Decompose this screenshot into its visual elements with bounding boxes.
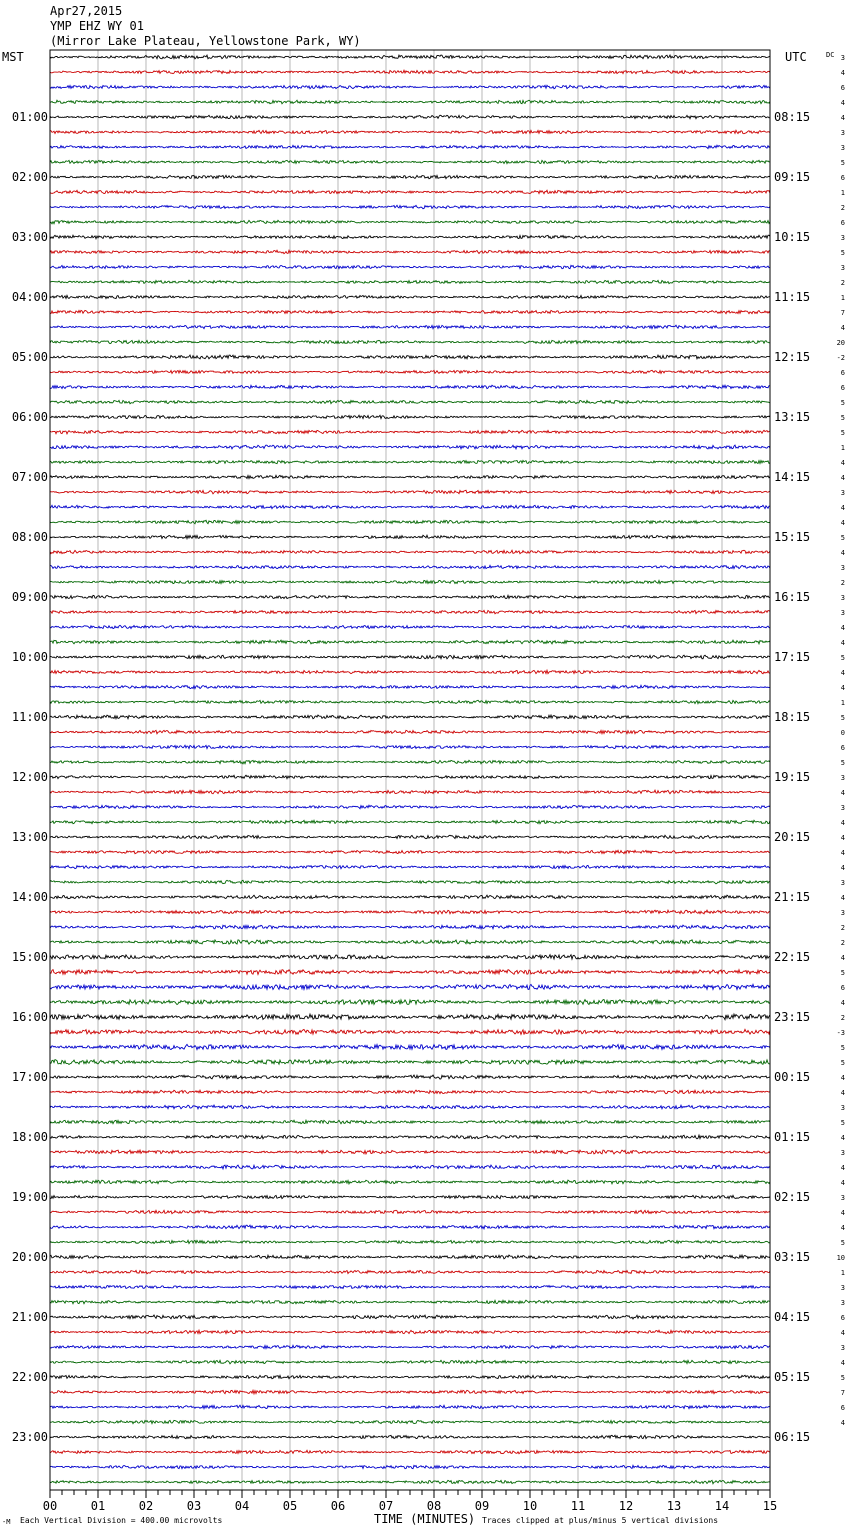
- dc-value: 4: [840, 549, 845, 557]
- trace-54: [50, 850, 770, 853]
- left-hour-label: 10:00: [11, 650, 48, 664]
- trace-1: [50, 55, 770, 59]
- x-axis-title: TIME (MINUTES): [374, 1512, 476, 1526]
- left-hour-label: 17:00: [11, 1070, 48, 1084]
- trace-43: [50, 685, 770, 688]
- dc-value: 3: [840, 609, 845, 617]
- dc-value: 6: [840, 984, 845, 992]
- left-hour-label: 03:00: [11, 230, 48, 244]
- left-hour-label: 23:00: [11, 1430, 48, 1444]
- dc-value: 3: [840, 1104, 845, 1112]
- trace-13: [50, 235, 770, 238]
- trace-18: [50, 310, 770, 313]
- trace-69: [50, 1075, 770, 1079]
- dc-value: 4: [840, 114, 845, 122]
- dc-value: 4: [840, 789, 845, 797]
- dc-value: 6: [840, 174, 845, 182]
- dc-value: 1: [840, 294, 845, 302]
- dc-value: 5: [840, 1119, 845, 1127]
- left-hour-labels: [12, 110, 48, 1444]
- scale-note: Each Vertical Division = 400.00 microvolts: [20, 1516, 223, 1525]
- dc-value: 6: [840, 219, 845, 227]
- trace-44: [50, 700, 770, 703]
- dc-value: 5: [840, 1044, 845, 1052]
- dc-value: 4: [840, 639, 845, 647]
- trace-38: [50, 610, 770, 613]
- dc-value: 3: [840, 879, 845, 887]
- trace-76: [50, 1180, 770, 1184]
- right-hour-label: 08:15: [774, 110, 811, 124]
- trace-52: [50, 820, 770, 823]
- x-tick-label: 03: [186, 1499, 202, 1513]
- dc-value: 4: [840, 324, 845, 332]
- dc-value: 3: [840, 264, 845, 272]
- trace-83: [50, 1285, 770, 1288]
- dc-value: 20: [836, 339, 845, 347]
- trace-73: [50, 1135, 770, 1139]
- right-timezone-label: UTC: [785, 50, 807, 64]
- trace-11: [50, 205, 770, 208]
- x-tick-label: 00: [42, 1499, 58, 1513]
- dc-value: 4: [840, 864, 845, 872]
- trace-17: [50, 295, 770, 298]
- dc-value: 2: [840, 1014, 845, 1022]
- trace-40: [50, 640, 770, 644]
- right-hour-label: 14:15: [774, 470, 811, 484]
- dc-value: 2: [840, 204, 845, 212]
- trace-49: [50, 775, 770, 778]
- dc-value: 4: [840, 459, 845, 467]
- trace-45: [50, 715, 770, 719]
- x-tick-label: 10: [522, 1499, 538, 1513]
- x-tick-label: 07: [378, 1499, 394, 1513]
- dc-value: -2: [836, 354, 845, 362]
- right-hour-label: 22:15: [774, 950, 811, 964]
- dc-value: 3: [840, 1149, 845, 1157]
- x-tick-label: 01: [90, 1499, 106, 1513]
- right-hour-label: 04:15: [774, 1310, 811, 1324]
- left-hour-label: 13:00: [11, 830, 48, 844]
- x-tick-label: 09: [474, 1499, 490, 1513]
- trace-4: [50, 100, 770, 104]
- dc-value: 3: [840, 1344, 845, 1352]
- trace-20: [50, 340, 770, 343]
- right-hour-label: 03:15: [774, 1250, 811, 1264]
- left-hour-label: 21:00: [11, 1310, 48, 1324]
- trace-86: [50, 1330, 770, 1333]
- trace-2: [50, 70, 770, 73]
- left-hour-label: 05:00: [11, 350, 48, 364]
- x-tick-label: 12: [618, 1499, 634, 1513]
- trace-96: [50, 1480, 770, 1483]
- dc-value: 5: [840, 759, 845, 767]
- dc-value: 4: [840, 669, 845, 677]
- dc-value: 7: [840, 1389, 845, 1397]
- station-label: YMP EHZ WY 01: [50, 19, 144, 33]
- dc-value: 4: [840, 624, 845, 632]
- right-hour-label: 05:15: [774, 1370, 811, 1384]
- trace-39: [50, 625, 770, 628]
- left-hour-label: 22:00: [11, 1370, 48, 1384]
- trace-84: [50, 1300, 770, 1303]
- trace-74: [50, 1150, 770, 1154]
- trace-36: [50, 580, 770, 583]
- trace-31: [50, 505, 770, 508]
- dc-value: 1: [840, 699, 845, 707]
- dc-value: 4: [840, 1164, 845, 1172]
- trace-93: [50, 1435, 770, 1438]
- x-tick-label: 06: [330, 1499, 346, 1513]
- dc-value: 5: [840, 399, 845, 407]
- dc-value: 4: [840, 1419, 845, 1427]
- trace-29: [50, 475, 770, 478]
- trace-55: [50, 865, 770, 868]
- trace-7: [50, 145, 770, 148]
- trace-70: [50, 1090, 770, 1094]
- right-hour-label: 10:15: [774, 230, 811, 244]
- trace-22: [50, 370, 770, 373]
- right-hour-label: 16:15: [774, 590, 811, 604]
- trace-89: [50, 1375, 770, 1378]
- dc-value: 3: [840, 564, 845, 572]
- left-hour-label: 09:00: [11, 590, 48, 604]
- left-hour-label: 07:00: [11, 470, 48, 484]
- trace-61: [50, 955, 770, 959]
- dc-value: 4: [840, 1329, 845, 1337]
- trace-21: [50, 355, 770, 359]
- trace-53: [50, 835, 770, 838]
- dc-value: 4: [840, 1179, 845, 1187]
- trace-95: [50, 1465, 770, 1468]
- dc-value: 5: [840, 414, 845, 422]
- trace-32: [50, 520, 770, 523]
- dc-value: 5: [840, 159, 845, 167]
- dc-value: 3: [840, 804, 845, 812]
- dc-value: 5: [840, 1239, 845, 1247]
- location-label: (Mirror Lake Plateau, Yellowstone Park, WY): [50, 34, 361, 48]
- left-hour-label: 19:00: [11, 1190, 48, 1204]
- dc-value: 4: [840, 99, 845, 107]
- dc-value: 4: [840, 999, 845, 1007]
- dc-value: 5: [840, 1059, 845, 1067]
- trace-67: [50, 1044, 770, 1049]
- left-hour-label: 06:00: [11, 410, 48, 424]
- x-tick-label: 11: [570, 1499, 586, 1513]
- clip-note: Traces clipped at plus/minus 5 vertical divisions: [482, 1516, 719, 1525]
- right-hour-label: 23:15: [774, 1010, 811, 1024]
- right-hour-label: 09:15: [774, 170, 811, 184]
- trace-group: [50, 55, 770, 1484]
- trace-87: [50, 1345, 770, 1348]
- dc-value: 3: [840, 234, 845, 242]
- trace-28: [50, 460, 770, 463]
- dc-value: 4: [840, 519, 845, 527]
- right-hour-labels: [774, 110, 810, 1444]
- plot-frame: [50, 50, 770, 1490]
- trace-8: [50, 160, 770, 163]
- dc-value: 3: [840, 129, 845, 137]
- x-tick-label: 04: [234, 1499, 250, 1513]
- dc-value: 4: [840, 1209, 845, 1217]
- trace-30: [50, 490, 770, 494]
- left-hour-label: 15:00: [11, 950, 48, 964]
- trace-6: [50, 130, 770, 133]
- trace-60: [50, 940, 770, 944]
- dc-value: 2: [840, 939, 845, 947]
- trace-10: [50, 190, 770, 193]
- left-timezone-label: MST: [2, 50, 24, 64]
- right-hour-label: 06:15: [774, 1430, 811, 1444]
- dc-value: 10: [836, 1254, 845, 1262]
- plot-grid: [98, 50, 722, 1490]
- x-tick-label: 14: [714, 1499, 730, 1513]
- x-tick-label: 05: [282, 1499, 298, 1513]
- trace-58: [50, 910, 770, 914]
- trace-78: [50, 1210, 770, 1213]
- left-hour-label: 11:00: [11, 710, 48, 724]
- footer-mark: -M: [2, 1518, 11, 1526]
- left-hour-label: 08:00: [11, 530, 48, 544]
- trace-14: [50, 250, 770, 253]
- dc-value: 5: [840, 534, 845, 542]
- dc-value: 4: [840, 1089, 845, 1097]
- trace-48: [50, 760, 770, 763]
- dc-value: 4: [840, 69, 845, 77]
- dc-header-label: DC: [826, 51, 835, 59]
- dc-value: 4: [840, 1134, 845, 1142]
- trace-33: [50, 535, 770, 538]
- trace-15: [50, 265, 770, 268]
- right-hour-label: 12:15: [774, 350, 811, 364]
- left-hour-label: 18:00: [11, 1130, 48, 1144]
- dc-value: 3: [840, 774, 845, 782]
- trace-80: [50, 1240, 770, 1243]
- x-tick-label: 15: [762, 1499, 778, 1513]
- right-hour-label: 02:15: [774, 1190, 811, 1204]
- dc-value: 6: [840, 369, 845, 377]
- trace-24: [50, 400, 770, 403]
- dc-value: 5: [840, 714, 845, 722]
- trace-16: [50, 280, 770, 283]
- dc-value: 6: [840, 84, 845, 92]
- trace-62: [50, 970, 770, 975]
- dc-value: 4: [840, 504, 845, 512]
- dc-value: 1: [840, 444, 845, 452]
- dc-value: 5: [840, 1374, 845, 1382]
- trace-25: [50, 415, 770, 418]
- dc-value: 3: [840, 144, 845, 152]
- trace-66: [50, 1029, 770, 1034]
- trace-51: [50, 805, 770, 808]
- dc-value: 4: [840, 1074, 845, 1082]
- trace-5: [50, 115, 770, 118]
- left-hour-label: 02:00: [11, 170, 48, 184]
- trace-9: [50, 175, 770, 178]
- trace-63: [50, 984, 770, 989]
- right-hour-label: 20:15: [774, 830, 811, 844]
- dc-value: 3: [840, 54, 845, 62]
- trace-72: [50, 1120, 770, 1123]
- trace-26: [50, 430, 770, 434]
- dc-value: 6: [840, 1404, 845, 1412]
- trace-79: [50, 1225, 770, 1229]
- trace-91: [50, 1405, 770, 1408]
- dc-value: 6: [840, 744, 845, 752]
- right-hour-label: 15:15: [774, 530, 811, 544]
- trace-77: [50, 1195, 770, 1198]
- dc-value: 2: [840, 279, 845, 287]
- dc-value-labels: [837, 54, 845, 1427]
- left-hour-label: 01:00: [11, 110, 48, 124]
- left-hour-label: 14:00: [11, 890, 48, 904]
- dc-value: -3: [836, 1029, 845, 1037]
- left-hour-label: 16:00: [11, 1010, 48, 1024]
- trace-50: [50, 790, 770, 794]
- dc-value: 4: [840, 1224, 845, 1232]
- trace-88: [50, 1360, 770, 1364]
- dc-value: 1: [840, 1269, 845, 1277]
- dc-value: 3: [840, 594, 845, 602]
- trace-65: [50, 1014, 770, 1020]
- trace-94: [50, 1450, 770, 1453]
- trace-37: [50, 595, 770, 598]
- right-hour-label: 17:15: [774, 650, 811, 664]
- trace-75: [50, 1165, 770, 1169]
- trace-82: [50, 1270, 770, 1273]
- dc-value: 6: [840, 384, 845, 392]
- dc-value: 4: [840, 954, 845, 962]
- left-hour-label: 12:00: [11, 770, 48, 784]
- trace-81: [50, 1255, 770, 1259]
- trace-41: [50, 655, 770, 659]
- dc-value: 4: [840, 474, 845, 482]
- right-hour-label: 01:15: [774, 1130, 811, 1144]
- x-tick-label: 13: [666, 1499, 682, 1513]
- trace-47: [50, 745, 770, 748]
- trace-23: [50, 385, 770, 388]
- left-hour-label: 20:00: [11, 1250, 48, 1264]
- dc-value: 6: [840, 1314, 845, 1322]
- dc-value: 1: [840, 189, 845, 197]
- right-hour-label: 00:15: [774, 1070, 811, 1084]
- trace-35: [50, 565, 770, 568]
- trace-42: [50, 670, 770, 674]
- dc-value: 2: [840, 579, 845, 587]
- trace-19: [50, 325, 770, 329]
- dc-value: 4: [840, 849, 845, 857]
- right-hour-label: 21:15: [774, 890, 811, 904]
- trace-56: [50, 880, 770, 883]
- trace-68: [50, 1060, 770, 1065]
- dc-value: 4: [840, 834, 845, 842]
- right-hour-label: 19:15: [774, 770, 811, 784]
- trace-3: [50, 85, 770, 88]
- dc-value: 0: [840, 729, 845, 737]
- date-label: Apr27,2015: [50, 4, 123, 18]
- x-tick-label: 02: [138, 1499, 154, 1513]
- dc-value: 3: [840, 1284, 845, 1292]
- trace-57: [50, 895, 770, 899]
- right-hour-label: 11:15: [774, 290, 811, 304]
- dc-value: 3: [840, 1194, 845, 1202]
- dc-value: 5: [840, 249, 845, 257]
- trace-34: [50, 550, 770, 553]
- trace-46: [50, 730, 770, 733]
- dc-value: 4: [840, 684, 845, 692]
- trace-92: [50, 1420, 770, 1423]
- dc-value: 4: [840, 1359, 845, 1367]
- dc-value: 4: [840, 819, 845, 827]
- dc-value: 4: [840, 894, 845, 902]
- left-hour-label: 04:00: [11, 290, 48, 304]
- x-axis: [43, 1490, 777, 1513]
- x-tick-label: 08: [426, 1499, 442, 1513]
- dc-value: 3: [840, 1299, 845, 1307]
- trace-85: [50, 1315, 770, 1319]
- trace-90: [50, 1390, 770, 1393]
- trace-12: [50, 220, 770, 223]
- trace-64: [50, 999, 770, 1004]
- trace-71: [50, 1105, 770, 1109]
- trace-59: [50, 925, 770, 929]
- dc-value: 3: [840, 489, 845, 497]
- dc-value: 5: [840, 654, 845, 662]
- trace-27: [50, 445, 770, 449]
- dc-value: 3: [840, 909, 845, 917]
- right-hour-label: 18:15: [774, 710, 811, 724]
- dc-value: 5: [840, 429, 845, 437]
- dc-value: 7: [840, 309, 845, 317]
- right-hour-label: 13:15: [774, 410, 811, 424]
- dc-value: 2: [840, 924, 845, 932]
- dc-value: 5: [840, 969, 845, 977]
